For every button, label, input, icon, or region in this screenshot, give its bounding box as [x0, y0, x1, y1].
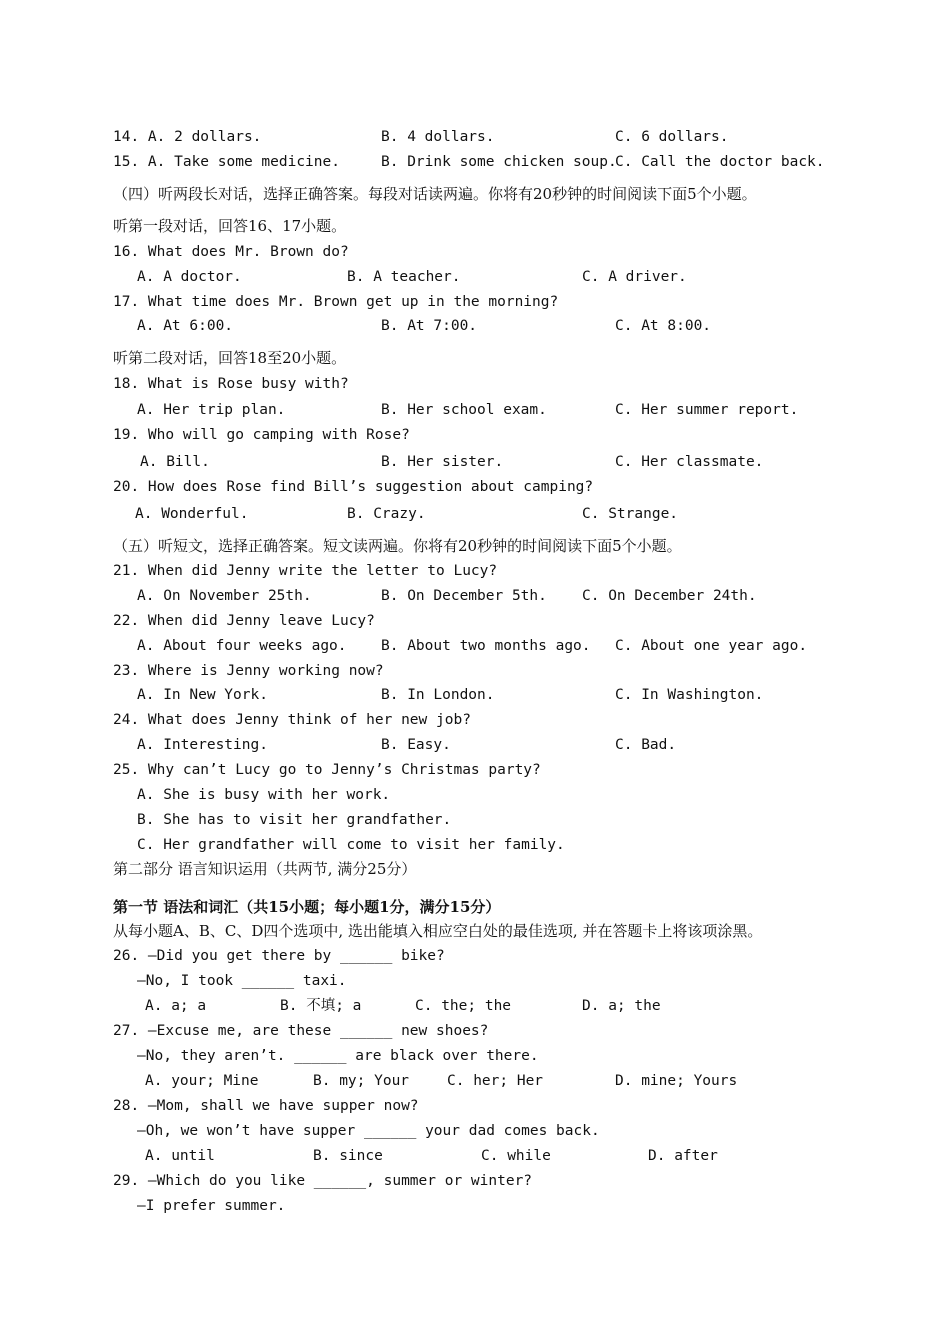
option-text: C. On December 24th.	[582, 588, 757, 604]
option-text: B. Drink some chicken soup.	[381, 154, 617, 170]
line-text: 19. Who will go camping with Rose?	[113, 427, 410, 443]
option-text: C. while	[481, 1148, 551, 1164]
line-text: A. She is busy with her work.	[137, 787, 391, 803]
line-text: 16. What does Mr. Brown do?	[113, 244, 349, 260]
option-text: C. the; the	[415, 998, 512, 1014]
option-text: B. Crazy.	[347, 506, 426, 522]
option-text: 14. A. 2 dollars.	[113, 129, 262, 145]
option-text: C. Call the doctor back.	[615, 154, 825, 170]
option-text: A. About four weeks ago.	[137, 638, 347, 654]
option-text: D. a; the	[582, 998, 661, 1014]
option-text: A. until	[145, 1148, 215, 1164]
line-text: —I prefer summer.	[137, 1198, 286, 1214]
option-text: C. 6 dollars.	[615, 129, 729, 145]
line-text: 20. How does Rose find Bill’s suggestion about camping?	[113, 479, 594, 495]
line-text: 17. What time does Mr. Brown get up in the morning?	[113, 294, 559, 310]
line-text: —No, they aren’t. ______ are black over there.	[137, 1048, 539, 1064]
option-text: B. since	[313, 1148, 383, 1164]
line-text: 18. What is Rose busy with?	[113, 376, 349, 392]
line-text: 26. —Did you get there by ______ bike?	[113, 948, 445, 964]
option-text: C. Strange.	[582, 506, 679, 522]
line-text: 从每小题A、B、C、D四个选项中, 选出能填入相应空白处的最佳选项, 并在答题卡上将该项涂黑。	[113, 922, 763, 940]
option-text: C. Her classmate.	[615, 454, 764, 470]
option-text: B. 不填; a	[280, 998, 362, 1014]
line-text: —Oh, we won’t have supper ______ your dad comes back.	[137, 1123, 600, 1139]
line-text: 22. When did Jenny leave Lucy?	[113, 613, 375, 629]
option-text: B. In London.	[381, 687, 495, 703]
line-text: 27. —Excuse me, are these ______ new shoes?	[113, 1023, 489, 1039]
line-text: 21. When did Jenny write the letter to Lucy?	[113, 563, 498, 579]
option-text: A. In New York.	[137, 687, 268, 703]
line-text: （五）听短文，选择正确答案。短文读两遍。你将有20秒钟的时间阅读下面5个小题。	[113, 537, 682, 555]
line-text: B. She has to visit her grandfather.	[137, 812, 452, 828]
option-text: C. her; Her	[447, 1073, 544, 1089]
option-text: A. Her trip plan.	[137, 402, 286, 418]
option-text: C. A driver.	[582, 269, 687, 285]
line-text: 23. Where is Jenny working now?	[113, 663, 384, 679]
option-text: C. In Washington.	[615, 687, 764, 703]
option-text: A. Interesting.	[137, 737, 268, 753]
option-text: B. my; Your	[313, 1073, 410, 1089]
option-text: 15. A. Take some medicine.	[113, 154, 340, 170]
line-text: —No, I took ______ taxi.	[137, 973, 347, 989]
option-text: C. About one year ago.	[615, 638, 808, 654]
option-text: B. A teacher.	[347, 269, 461, 285]
option-text: B. On December 5th.	[381, 588, 547, 604]
option-text: C. Bad.	[615, 737, 677, 753]
option-text: A. Bill.	[140, 454, 210, 470]
option-text: B. Her school exam.	[381, 402, 547, 418]
line-text: 听第一段对话，回答16、17小题。	[113, 217, 347, 235]
option-text: A. On November 25th.	[137, 588, 312, 604]
option-text: B. At 7:00.	[381, 318, 478, 334]
option-text: D. mine; Yours	[615, 1073, 738, 1089]
line-text: 28. —Mom, shall we have supper now?	[113, 1098, 419, 1114]
option-text: A. your; Mine	[145, 1073, 259, 1089]
option-text: A. Wonderful.	[135, 506, 249, 522]
option-text: B. 4 dollars.	[381, 129, 495, 145]
option-text: B. Her sister.	[381, 454, 504, 470]
line-text: 29. —Which do you like ______, summer or winter?	[113, 1173, 533, 1189]
line-text: 25. Why can’t Lucy go to Jenny’s Christmas party?	[113, 762, 541, 778]
option-text: A. a; a	[145, 998, 207, 1014]
option-text: A. At 6:00.	[137, 318, 234, 334]
line-text: C. Her grandfather will come to visit her family.	[137, 837, 565, 853]
line-text: 听第二段对话，回答18至20小题。	[113, 349, 347, 367]
line-text: （四）听两段长对话，选择正确答案。每段对话读两遍。你将有20秒钟的时间阅读下面5个小题。	[113, 185, 757, 203]
option-text: C. At 8:00.	[615, 318, 712, 334]
option-text: B. About two months ago.	[381, 638, 591, 654]
option-text: B. Easy.	[381, 737, 451, 753]
option-text: A. A doctor.	[137, 269, 242, 285]
option-text: C. Her summer report.	[615, 402, 799, 418]
line-text: 第一节 语法和词汇（共15小题；每小题1分，满分15分）	[113, 898, 501, 916]
option-text: D. after	[648, 1148, 718, 1164]
line-text: 24. What does Jenny think of her new job?	[113, 712, 471, 728]
line-text: 第二部分 语言知识运用（共两节, 满分25分）	[113, 860, 417, 878]
